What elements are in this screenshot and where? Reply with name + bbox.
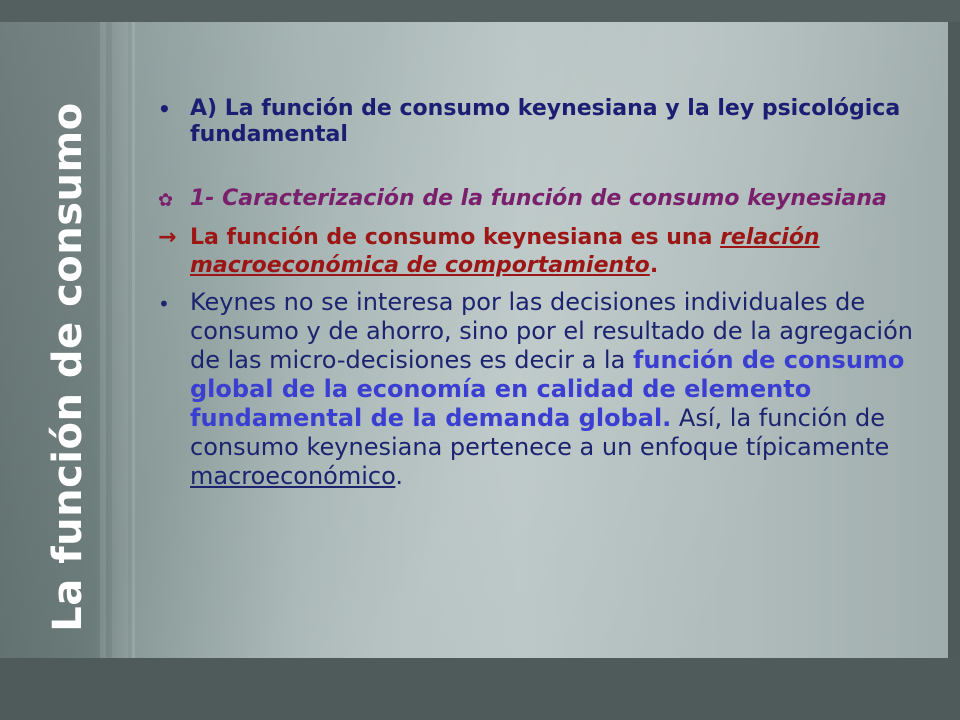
decorative-band [132,22,135,658]
arrow-statement-emphasis: relación macroeconómica de comportamiento [190,225,820,278]
bullet-icon: • [158,97,171,121]
heading-1-text: 1- Caracterización de la función de consumo keynesiana [190,186,887,211]
heading-1 [158,186,918,212]
flower-bullet-icon: ✿ [158,190,174,211]
body-emphasis: función de consumo global de la economía en calidad de elemento fundamental de la demanda global. [190,346,905,432]
top-frame [0,0,960,22]
body-text-end: . [395,462,403,490]
arrow-statement-text: La función de consumo keynesiana es una [190,225,721,250]
decorative-band [100,22,106,658]
bottom-frame [0,658,960,720]
arrow-statement-end: . [649,253,659,278]
slide-content [158,96,918,491]
heading-a [158,96,918,148]
body-text-2: Así, la función de consumo keynesiana pertenece a un enfoque típicamente [190,404,890,461]
heading-a-text: A) La función de consumo keynesiana y la ley psicológica fundamental [190,96,901,147]
body-underlined: macroeconómico [190,462,396,490]
arrow-right-icon: → [158,225,177,250]
arrow-statement [158,224,918,280]
side-title: La función de consumo [45,102,91,632]
bullet-icon: • [158,292,170,316]
slide-panel [0,22,948,658]
body-paragraph [158,288,918,491]
body-text-1: Keynes no se interesa por las decisiones individuales de consumo y de ahorro, sino por el resultado de la agregación de las micro-decisiones es decir a la [190,288,913,374]
decorative-band [112,22,128,658]
